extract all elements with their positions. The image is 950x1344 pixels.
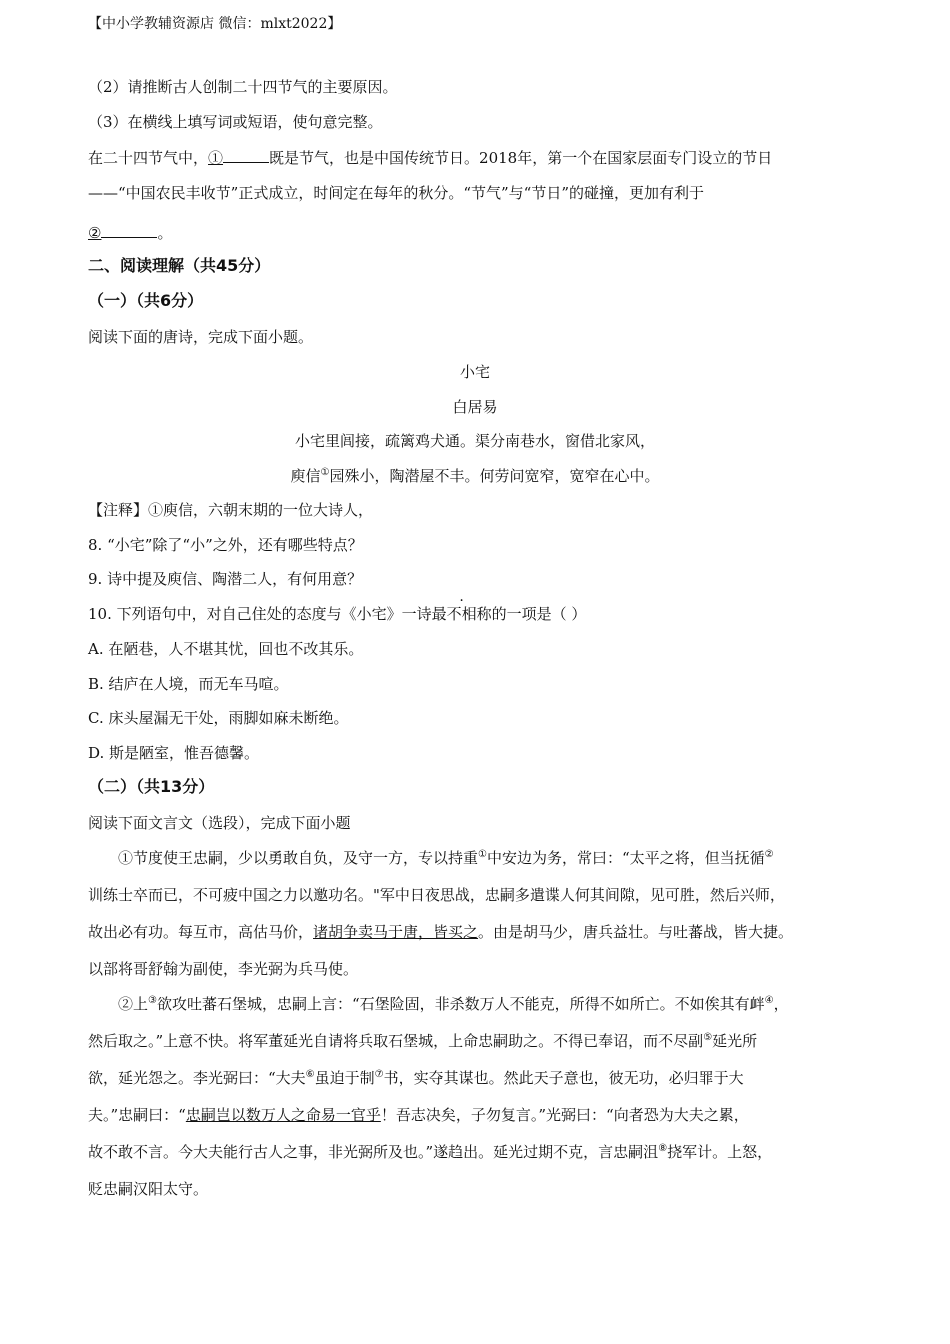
section-heading: 二、阅读理解（共45分） xyxy=(88,256,271,275)
watermark-header: 【中小学教辅资源店 微信：mlxt2022】 xyxy=(88,16,342,32)
emphasis-label: 最不相称 xyxy=(431,605,492,623)
passage-text: ②上 xyxy=(118,995,149,1013)
blank-2-marker: ② xyxy=(88,224,102,242)
footnote-mark: ⑤ xyxy=(703,1032,713,1043)
fill-line-2: ——“中国农民丰收节”正式成立，时间定在每年的秋分。“节气”与“节日”的碰撞，更加有利于 xyxy=(88,184,705,202)
part-heading-1: （一）（共6分） xyxy=(88,291,204,310)
passage-p1-line1 xyxy=(118,848,774,868)
question-9: 9. 诗中提及庾信、陶潜二人，有何用意？ xyxy=(88,570,363,588)
passage-text: ， xyxy=(773,995,789,1013)
question-text: 10. 下列语句中，对自己住处的态度与《小宅》一诗 xyxy=(88,605,432,623)
passage-text: ①节度使王忠嗣，少以勇敢自负，及守一方，专以持重 xyxy=(118,849,479,867)
passage-p2-line2 xyxy=(88,1031,757,1051)
part2-intro: 阅读下面文言文（选段），完成下面小题 xyxy=(88,814,351,832)
footnote-mark: ② xyxy=(764,849,774,860)
passage-p2-line6: 贬忠嗣汉阳太守。 xyxy=(88,1180,209,1198)
passage-text: 故出必有功。每互市，高估马价， xyxy=(88,923,314,941)
fill-line-1 xyxy=(88,146,772,168)
option-a: A. 在陋巷，人不堪其忧，回也不改其乐。 xyxy=(88,640,364,658)
passage-p2-line4 xyxy=(88,1105,749,1125)
passage-text: 故不敢不言。今大夫能行古人之事，非光弼所及也。”遂趋出。延光过期不克，言忠嗣沮 xyxy=(88,1143,659,1161)
passage-text: 然后取之。”上意不快。将军董延光自请将兵取石堡城，上命忠嗣助之。不得已奉诏，而不尽副 xyxy=(88,1032,704,1050)
question-text: 的一项是（ ） xyxy=(491,605,587,623)
footnote-mark: ⑥ xyxy=(305,1069,315,1080)
question-10 xyxy=(88,604,586,624)
poem-title: 小宅 xyxy=(459,363,490,381)
footnote-mark: ⑦ xyxy=(374,1069,384,1080)
passage-text: 欲，延光怨之。李光弼曰：“大夫 xyxy=(88,1069,306,1087)
fill-end: 。 xyxy=(157,224,173,242)
passage-p1-line2: 训练士卒而已，不可疲中国之力以邀功名。"军中日夜思战，忠嗣多遣谍人何其间隙，见可胜，然后兴师， xyxy=(88,886,785,904)
passage-text: 挠军计。上怒， xyxy=(667,1143,773,1161)
passage-p1-line4: 以部将哥舒翰为副使，李光弼为兵马使。 xyxy=(88,960,359,978)
passage-p1-line3 xyxy=(88,922,793,942)
part-heading-2: （二）（共13分） xyxy=(88,777,215,796)
question-3: （3）在横线上填写词或短语，使句意完整。 xyxy=(88,113,383,131)
question-8: 8. “小宅”除了“小”之外，还有哪些特点？ xyxy=(88,536,363,554)
footnote-mark: ⑧ xyxy=(658,1143,668,1154)
option-b: B. 结庐在人境，而无车马喧。 xyxy=(88,675,289,693)
annotation: 【注释】①庾信，六朝末期的一位大诗人， xyxy=(88,501,374,519)
passage-text: 延光所 xyxy=(712,1032,758,1050)
passage-text: 夫。”忠嗣曰：“ xyxy=(88,1106,186,1124)
fill-line-3 xyxy=(88,221,172,243)
question-2: （2）请推断古人创制二十四节气的主要原因。 xyxy=(88,78,398,96)
option-d: D. 斯是陋室，惟吾德馨。 xyxy=(88,744,260,762)
poem-line-1: 小宅里闾接，疏篱鸡犬通。渠分南巷水，窗借北家风， xyxy=(294,432,655,450)
blank-2 xyxy=(101,221,157,238)
poem-text: 园殊小，陶潜屋不丰。何劳问宽窄，宽窄在心中。 xyxy=(329,467,660,485)
passage-p2-line1 xyxy=(118,994,789,1014)
underlined-sentence: 诸胡争卖马于唐，皆买之 xyxy=(313,923,479,941)
passage-p2-line3 xyxy=(88,1068,744,1088)
passage-text: ！吾志决矣，子勿复言。”光弼曰：“向者恐为大夫之累， xyxy=(380,1106,749,1124)
footnote-mark: ④ xyxy=(764,995,774,1006)
footnote-mark: ① xyxy=(320,467,330,478)
poem-line-2 xyxy=(0,466,950,486)
passage-p2-line5 xyxy=(88,1142,772,1162)
passage-text: 书，实夺其谋也。然此天子意也，彼无功，必归罪于大 xyxy=(383,1069,744,1087)
passage-text: 虽迫于制 xyxy=(314,1069,375,1087)
passage-text: 。由是胡马少，唐兵益壮。与吐蕃战，皆大捷。 xyxy=(478,923,794,941)
fill-text: 在二十四节气中， xyxy=(88,149,209,167)
footnote-mark: ③ xyxy=(148,995,157,1006)
option-c: C. 床头屋漏无干处，雨脚如麻未断绝。 xyxy=(88,709,349,727)
passage-text: 中安边为务，常曰：“太平之将，但当抚循 xyxy=(486,849,765,867)
emphasis-text xyxy=(432,605,492,623)
blank-1-marker: ① xyxy=(208,149,224,167)
passage-text: 欲攻吐蕃石堡城，忠嗣上言：“石堡险固，非杀数万人不能克，所得不如所亡。不如俟其有衅 xyxy=(156,995,765,1013)
poem-text: 庾信 xyxy=(290,467,321,485)
footnote-mark: ① xyxy=(478,849,487,860)
blank-1 xyxy=(223,146,269,163)
poem-author: 白居易 xyxy=(452,398,498,416)
part1-intro: 阅读下面的唐诗，完成下面小题。 xyxy=(88,328,314,346)
fill-text: 既是节气，也是中国传统节日。2018年，第一个在国家层面专门设立的节日 xyxy=(269,149,773,167)
underlined-sentence: 忠嗣岂以数万人之命易一官乎 xyxy=(185,1106,381,1124)
